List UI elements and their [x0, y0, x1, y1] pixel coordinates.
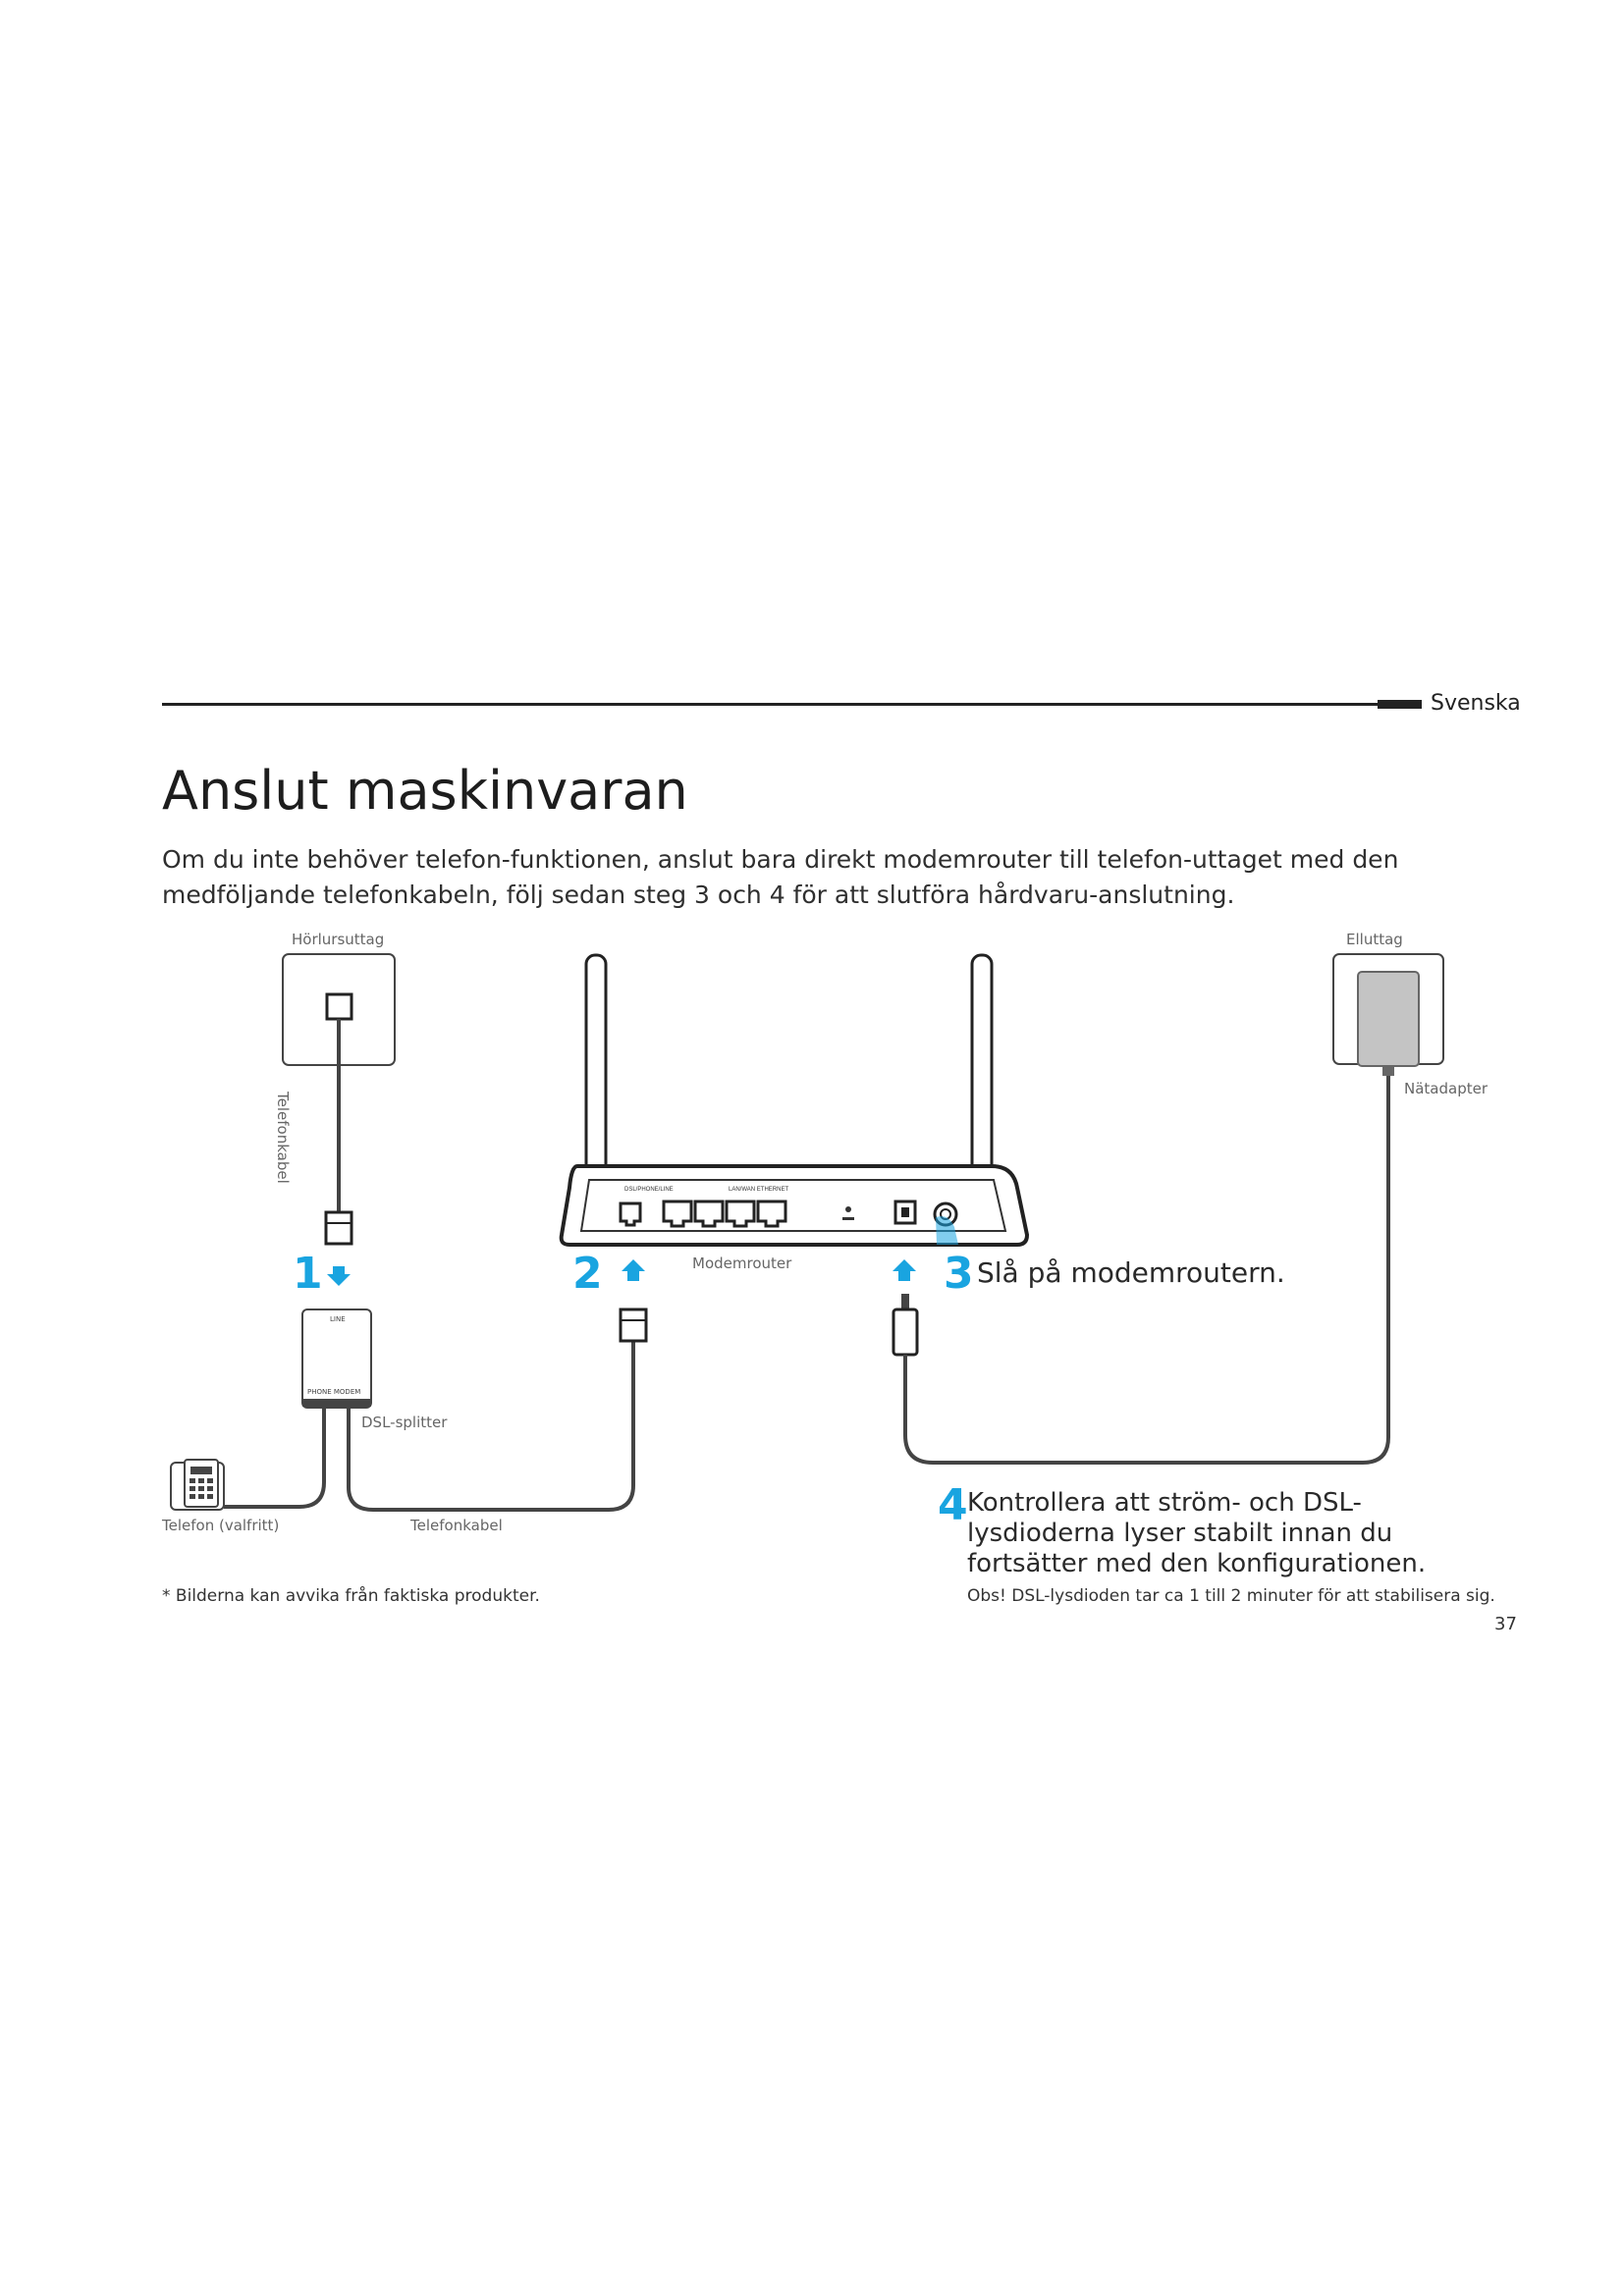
wall-socket-label: Hörlursuttag: [292, 931, 385, 948]
step-2-number: 2: [572, 1249, 603, 1299]
power-outlet-icon: [1333, 954, 1443, 1076]
splitter-top-text: LINE: [330, 1315, 346, 1323]
modem-router-label: Modemrouter: [692, 1255, 792, 1272]
step-3-text: Slå på modemroutern.: [977, 1256, 1285, 1289]
step-1-number: 1: [293, 1249, 323, 1299]
plug-icon-step1: [326, 1212, 352, 1244]
step-3-number: 3: [944, 1249, 974, 1299]
arrow-up-icon: [622, 1259, 645, 1281]
arrow-up-icon: [893, 1259, 916, 1281]
page-number: 37: [1494, 1614, 1517, 1634]
phone-cable-vertical-label: Telefonkabel: [274, 1092, 292, 1184]
power-plug-icon: [893, 1294, 917, 1355]
router-port-label-1: DSL/PHONE/LINE: [624, 1187, 674, 1193]
arrow-down-icon: [327, 1266, 351, 1286]
power-adapter-label: Nätadapter: [1404, 1080, 1488, 1097]
splitter-bottom-text: PHONE MODEM: [307, 1388, 361, 1396]
phone-cable-bottom-label: Telefonkabel: [410, 1517, 503, 1534]
plug-icon-step2: [621, 1309, 646, 1341]
power-outlet-label: Elluttag: [1346, 931, 1403, 948]
intro-paragraph: Om du inte behöver telefon-funktionen, anslut bara direkt modemrouter till telefon-uttaget med den medföljande telefonkabeln, följ sedan steg 3 och 4 för att slutföra hårdvaru-anslutning.: [162, 845, 1399, 909]
step-4-number: 4: [938, 1480, 968, 1530]
step-4-text: Kontrollera att ström- och DSL-lysdioderna lyser stabilt innan du fortsätter med den konfigurationen.: [967, 1488, 1427, 1578]
dsl-splitter-label: DSL-splitter: [361, 1414, 448, 1431]
phone-label: Telefon (valfritt): [162, 1517, 280, 1534]
language-label: Svenska: [1431, 691, 1521, 716]
dsl-led-note: Obs! DSL-lysdioden tar ca 1 till 2 minuter för att stabilisera sig.: [967, 1586, 1495, 1606]
disclaimer-note: * Bilderna kan avvika från faktiska produkter.: [162, 1586, 540, 1606]
phone-cable-left: [224, 1408, 324, 1507]
modem-router-icon: [562, 955, 1027, 1245]
telephone-icon: [171, 1460, 224, 1510]
router-port-label-2: LAN/WAN ETHERNET: [729, 1187, 789, 1193]
page-title: Anslut maskinvaran: [162, 760, 688, 822]
